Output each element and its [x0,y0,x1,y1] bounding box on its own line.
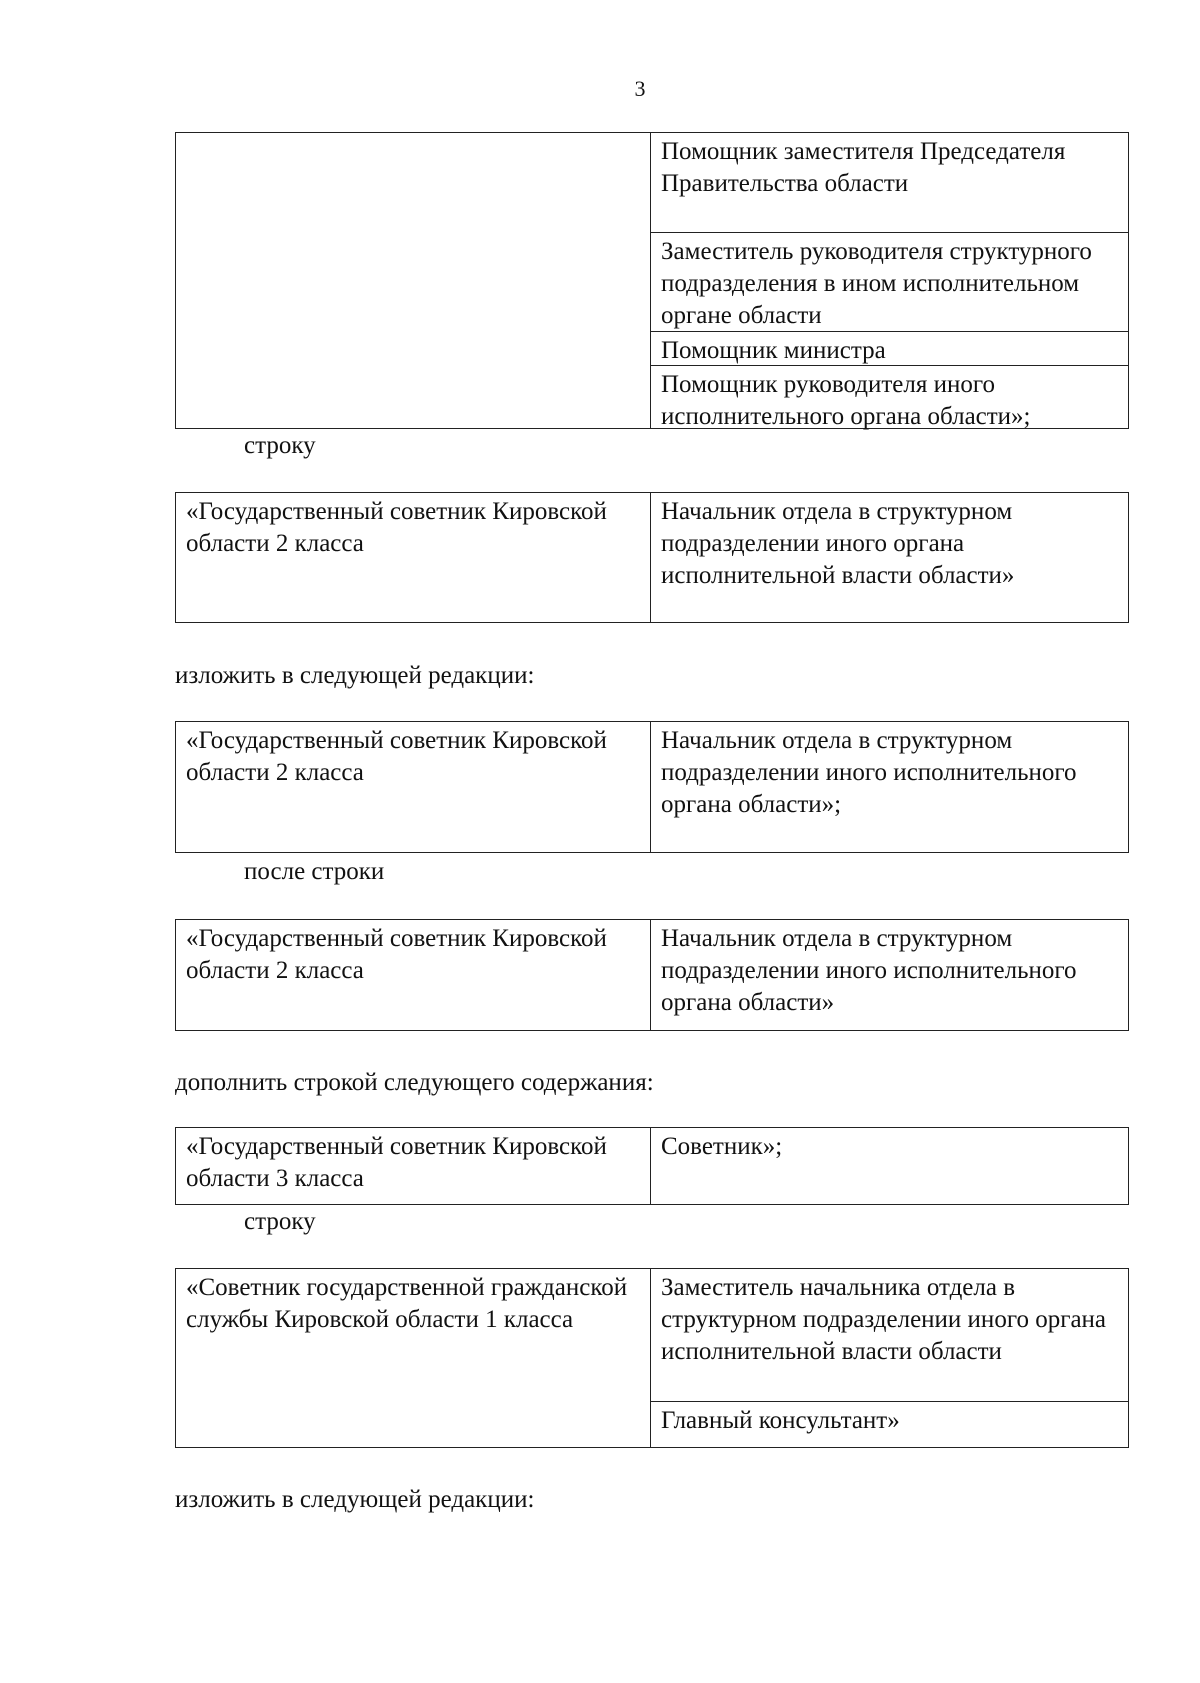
table-3-right-column [651,722,1128,852]
table-1-cell-assistant-head: Помощник руководителя иного исполнительного органа области»; [651,365,1128,429]
table-3 [175,721,1129,853]
paragraph-line: изложить в следующей редакции: [175,1486,535,1513]
paragraph-line: после строки [244,858,385,885]
table-2-left-cell: «Государственный советник Кировской области 2 класса [176,493,651,622]
table-1-right-column [651,133,1128,428]
table-2 [175,492,1129,623]
table-2-right-column [651,493,1128,622]
table-1-cell-assistant-minister: Помощник министра [651,331,1128,365]
table-6-cell-chief-consultant: Главный консультант» [651,1401,1128,1447]
table-3-right-cell: Начальник отдела в структурном подразделении иного исполнительного органа области»; [661,727,1077,818]
table-6 [175,1268,1129,1448]
table-1-left-cell [176,133,651,428]
table-3-left-cell: «Государственный советник Кировской области 2 класса [176,722,651,852]
table-6-right-column [651,1269,1128,1447]
table-4-right-column [651,920,1128,1030]
paragraph-line: изложить в следующей редакции: [175,662,535,689]
table-1-cell-deputy-head: Заместитель руководителя структурного подразделения в ином исполнительном органе области [651,232,1128,331]
table-5-right-cell: Советник»; [661,1133,783,1160]
table-1 [175,132,1129,429]
table-6-left-cell: «Советник государственной гражданской службы Кировской области 1 класса [176,1269,651,1447]
table-5-left-cell: «Государственный советник Кировской области 3 класса [176,1128,651,1204]
table-2-right-cell: Начальник отдела в структурном подразделении иного органа исполнительной власти области» [661,498,1015,589]
table-1-cell-assistant-deputy-chair: Помощник заместителя Председателя Правительства области [661,138,1066,197]
paragraph-line: дополнить строкой следующего содержания: [175,1069,654,1096]
page-number: 3 [634,76,646,101]
table-5-right-column [651,1128,1128,1204]
table-4-right-cell: Начальник отдела в структурном подразделении иного исполнительного органа области» [661,925,1077,1016]
table-4 [175,919,1129,1031]
table-6-cell-deputy-head-of-department: Заместитель начальника отдела в структурном подразделении иного органа исполнительной власти области [661,1274,1107,1365]
table-5 [175,1127,1129,1205]
table-4-left-cell: «Государственный советник Кировской области 2 класса [176,920,651,1030]
paragraph-line: строку [244,1208,316,1235]
paragraph-line: строку [244,432,316,459]
